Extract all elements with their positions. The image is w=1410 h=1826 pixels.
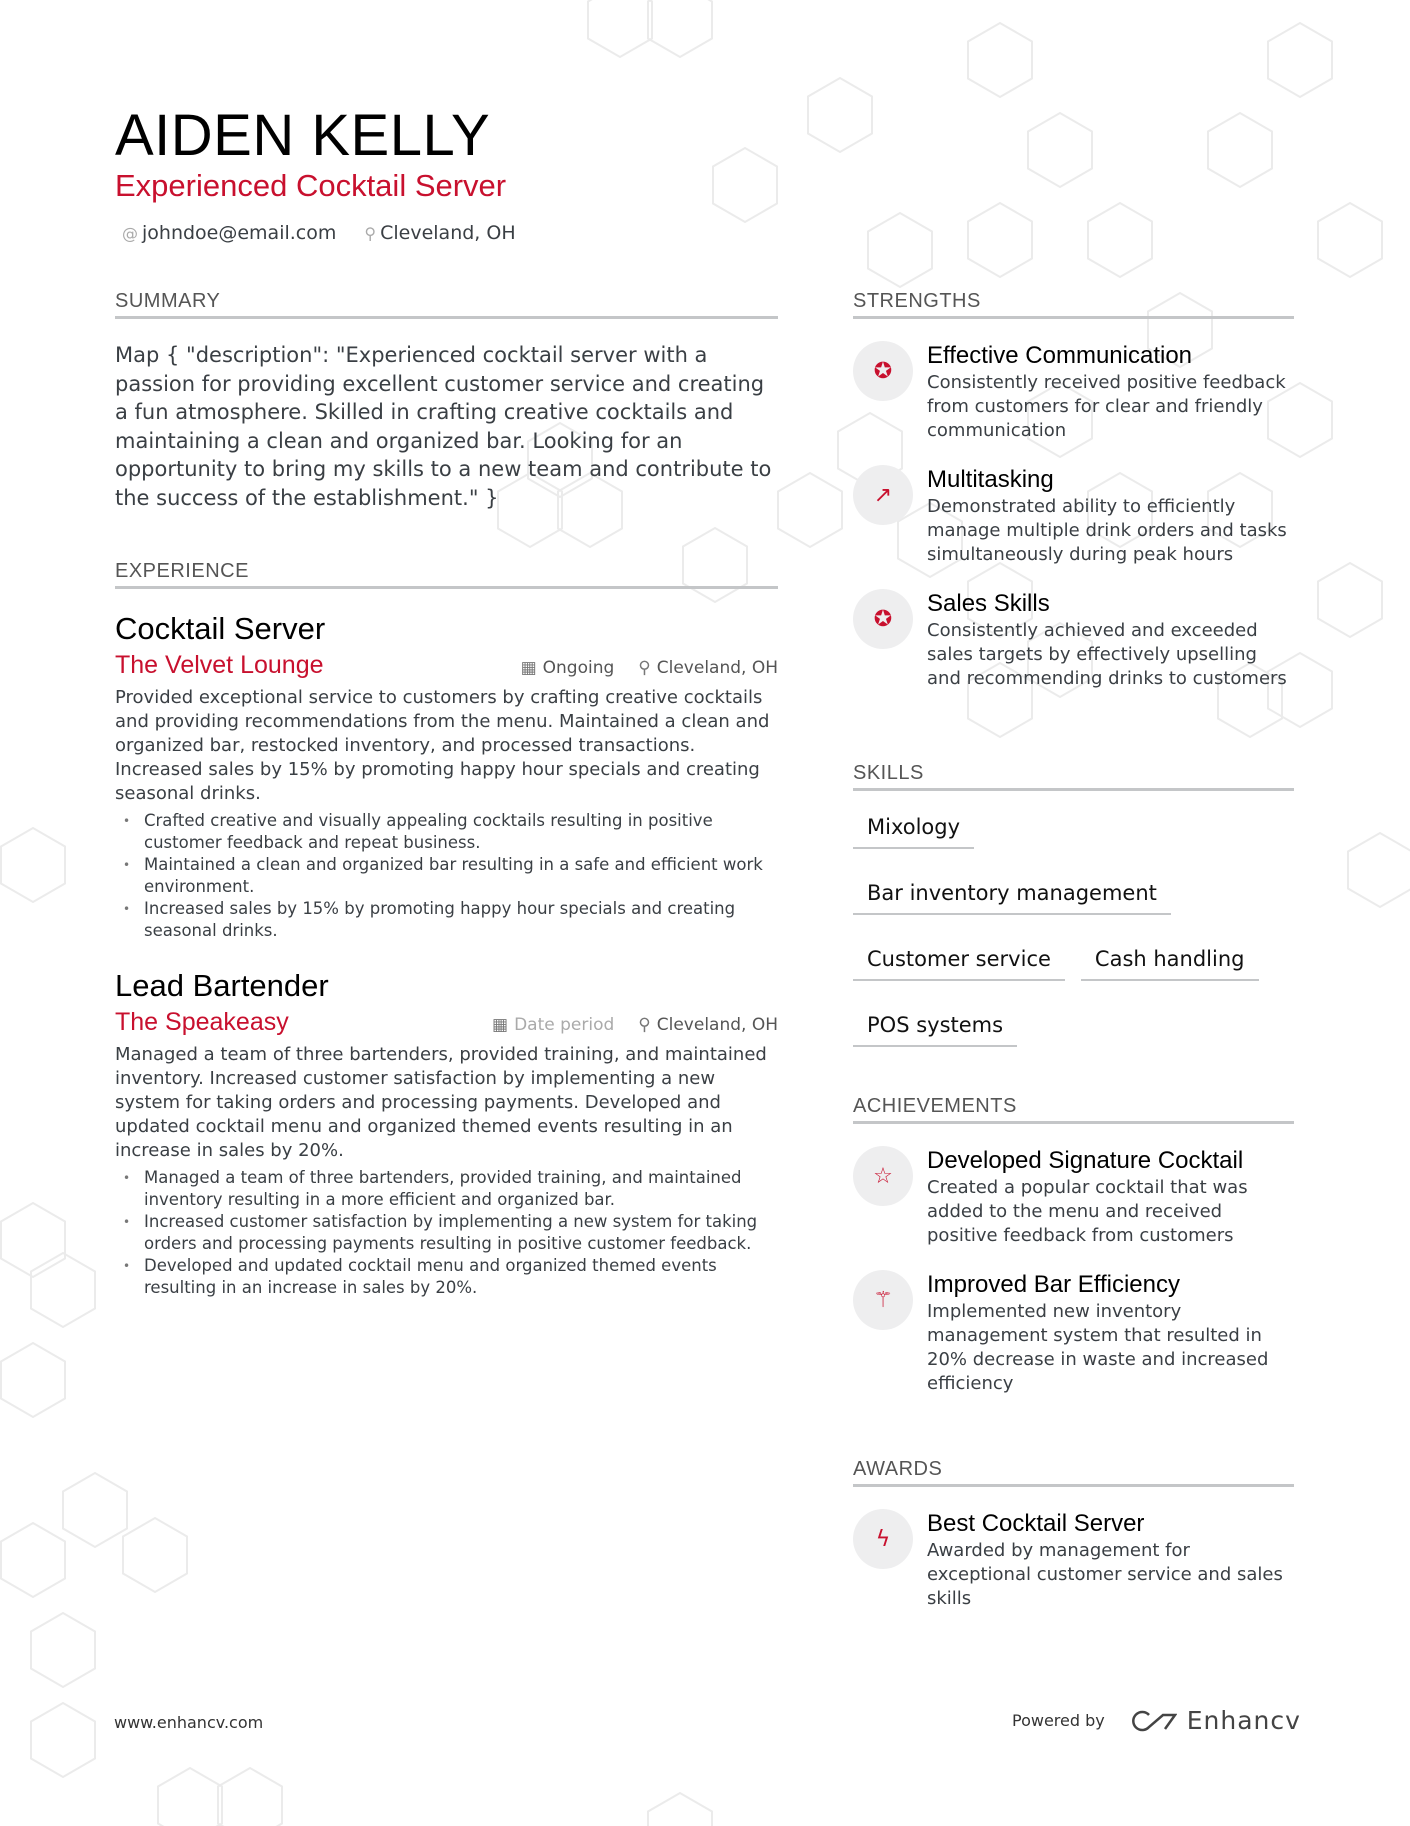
summary-heading: SUMMARY	[115, 290, 778, 319]
hexagon-shape	[1088, 203, 1152, 277]
awards-heading: AWARDS	[853, 1458, 1294, 1487]
location-pin-icon: ⚲	[638, 658, 651, 678]
strengths-heading: STRENGTHS	[853, 290, 1294, 319]
star-icon: ☆	[853, 1146, 913, 1206]
hexagon-shape	[1208, 113, 1272, 187]
job-date	[521, 658, 615, 678]
awards-section	[853, 1458, 1294, 1611]
experience-section	[115, 560, 778, 1299]
hexagon-shape	[63, 1473, 127, 1547]
summary-section	[115, 290, 778, 512]
hexagon-shape	[1268, 23, 1332, 97]
strength-desc: Consistently achieved and exceeded sales targets by effectively upselling and recommending drinks to customers	[927, 620, 1287, 689]
hexagon-shape	[1, 1343, 65, 1417]
hexagon-shape	[778, 473, 842, 547]
job-location	[638, 658, 778, 678]
location-contact	[364, 222, 515, 244]
calendar-icon: ▦	[520, 658, 537, 678]
hexagon-shape	[1028, 113, 1092, 187]
email-contact[interactable]	[122, 222, 336, 244]
job-date	[492, 1015, 614, 1035]
job-description: Provided exceptional service to customers by crafting creative cocktails and providing recommendations from the menu. Maintained a clean and organized bar, restocked inventory, and processed transactions. Increased sales by 15% by promoting happy hour specials and creating seasonal drinks.	[115, 687, 770, 804]
achievements-section	[853, 1095, 1294, 1396]
powered-by-text: Powered by	[1012, 1711, 1105, 1730]
summary-text: Map { "description": "Experienced cocktail server with a passion for providing excellent customer service and creating a fun atmosphere. Skilled in crafting creative cocktails and maintaining a clean and organized bar. Looking for an opportunity to bring my skills to a new team and contribute to the success of the establishment." }	[115, 343, 772, 510]
achievement-item	[853, 1270, 1294, 1396]
job-location-text: Cleveland, OH	[656, 1015, 778, 1035]
job-bullet: • Increased customer satisfaction by implementing a new system for taking orders and processing payments resulting in positive customer feedback.	[115, 1211, 778, 1255]
calendar-icon: ▦	[492, 1015, 509, 1035]
award-ribbon-icon: ✪	[853, 589, 913, 649]
skill-tag: Customer service	[853, 939, 1065, 981]
hexagon-shape	[1348, 833, 1410, 907]
strength-title: Multitasking	[927, 466, 1054, 493]
strength-title: Sales Skills	[927, 590, 1050, 617]
skills-heading: SKILLS	[853, 762, 1294, 791]
skill-tag: Mixology	[853, 807, 974, 849]
award-title: Best Cocktail Server	[927, 1510, 1145, 1537]
location-pin-icon: ⚲	[638, 1015, 651, 1035]
achievement-desc: Implemented new inventory management system that resulted in 20% decrease in waste and increased efficiency	[927, 1301, 1269, 1394]
skill-tag: POS systems	[853, 1005, 1017, 1047]
hexagon-shape	[808, 78, 872, 152]
achievement-desc: Created a popular cocktail that was added to the menu and received positive feedback from customers	[927, 1177, 1248, 1246]
strength-desc: Consistently received positive feedback from customers for clear and friendly communication	[927, 372, 1286, 441]
lightning-icon: ϟ	[853, 1509, 913, 1569]
contact-info	[122, 222, 516, 244]
job-description: Managed a team of three bartenders, provided training, and maintained inventory. Increased customer satisfaction by implementing a new system for taking orders and processing payments. Developed and updated cocktail menu and organized themed events resulting in an increase in sales by 20%.	[115, 1044, 767, 1161]
hexagon-shape	[218, 1768, 282, 1826]
job-entry	[115, 611, 778, 942]
at-icon: @	[122, 224, 138, 243]
job-location-text: Cleveland, OH	[656, 658, 778, 678]
achievement-item	[853, 1146, 1294, 1248]
job-title: Cocktail Server	[115, 611, 326, 646]
candidate-name: AIDEN KELLY	[115, 103, 491, 168]
skill-tag: Cash handling	[1081, 939, 1259, 981]
candidate-title: Experienced Cocktail Server	[115, 168, 507, 203]
hexagon-shape	[1, 1523, 65, 1597]
strength-title: Effective Communication	[927, 342, 1193, 369]
hexagon-shape	[1318, 563, 1382, 637]
location-text: Cleveland, OH	[380, 222, 516, 244]
job-date-text: Ongoing	[542, 658, 615, 678]
strength-item	[853, 465, 1294, 567]
hexagon-shape	[31, 1703, 95, 1777]
hexagon-shape	[31, 1253, 95, 1327]
achievement-title: Improved Bar Efficiency	[927, 1271, 1180, 1298]
company-name: The Velvet Lounge	[115, 651, 324, 679]
job-bullet: • Developed and updated cocktail menu and organized themed events resulting in an increase in sales by 20%.	[115, 1255, 778, 1299]
footer-branding	[1012, 1706, 1301, 1735]
hexagon-shape	[1, 1203, 65, 1277]
achievements-heading: ACHIEVEMENTS	[853, 1095, 1294, 1124]
hexagon-shape	[868, 213, 932, 287]
award-ribbon-icon: ✪	[853, 341, 913, 401]
strengths-section	[853, 290, 1294, 691]
hexagon-shape	[968, 203, 1032, 277]
job-date-text: Date period	[514, 1015, 615, 1035]
award-item	[853, 1509, 1294, 1611]
job-bullets	[115, 810, 778, 942]
hexagon-shape	[648, 1793, 712, 1826]
hexagon-shape	[968, 23, 1032, 97]
job-bullet: • Managed a team of three bartenders, provided training, and maintained inventory resulting in a more efficient and organized bar.	[115, 1167, 778, 1211]
job-entry	[115, 968, 778, 1299]
job-bullet: • Maintained a clean and organized bar resulting in a safe and efficient work environment.	[115, 854, 778, 898]
brand-name: Enhancv	[1186, 1706, 1301, 1735]
strength-item	[853, 589, 1294, 691]
hexagon-shape	[588, 0, 652, 57]
location-pin-icon: ⚲	[364, 224, 377, 243]
company-name: The Speakeasy	[115, 1008, 289, 1036]
hexagon-shape	[713, 148, 777, 222]
email-text: johndoe@email.com	[142, 222, 337, 244]
enhancv-logo[interactable]	[1129, 1706, 1301, 1735]
award-desc: Awarded by management for exceptional customer service and sales skills	[927, 1540, 1283, 1609]
strength-desc: Demonstrated ability to efficiently manage multiple drink orders and tasks simultaneously during peak hours	[927, 496, 1287, 565]
hexagon-shape	[123, 1518, 187, 1592]
skill-tag: Bar inventory management	[853, 873, 1171, 915]
job-title: Lead Bartender	[115, 968, 329, 1003]
strength-item	[853, 341, 1294, 443]
achievement-title: Developed Signature Cocktail	[927, 1147, 1244, 1174]
hexagon-shape	[158, 1768, 222, 1826]
footer-website-link[interactable]: www.enhancv.com	[114, 1713, 264, 1732]
job-location	[638, 1015, 778, 1035]
hexagon-shape	[31, 1613, 95, 1687]
hexagon-shape	[648, 0, 712, 57]
hexagon-shape	[1318, 203, 1382, 277]
job-bullet: • Increased sales by 15% by promoting happy hour specials and creating seasonal drinks.	[115, 898, 778, 942]
experience-heading: EXPERIENCE	[115, 560, 778, 589]
magic-wand-icon: ⚚	[853, 1270, 913, 1330]
strategy-arrow-icon: ↗	[853, 465, 913, 525]
skills-section	[853, 762, 1294, 1047]
job-bullets	[115, 1167, 778, 1299]
hexagon-shape	[1, 828, 65, 902]
job-bullet: • Crafted creative and visually appealing cocktails resulting in positive customer feedback and repeat business.	[115, 810, 778, 854]
enhancv-logo-icon	[1129, 1709, 1177, 1733]
